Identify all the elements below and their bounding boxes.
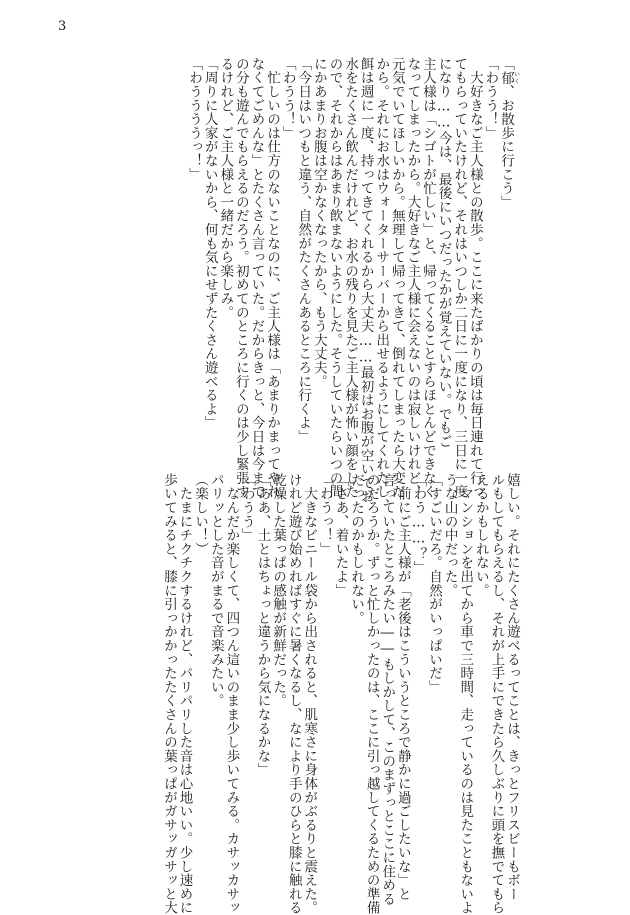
- text-line: 餌は週に一度、持ってきてくれるから大丈夫……最初はお腹が空いてお: [357, 57, 374, 504]
- text-line: 「すごいだろ。自然がいっぱいだ」: [426, 473, 443, 694]
- text-line: ので、それからはあまり飲まないようにした。そうしていたらいつの間: [326, 57, 343, 499]
- text-line: のだろうか。ずっと忙しかったのは、ここに引っ越してくるための準備: [363, 473, 380, 915]
- text-line: になり……今は、最後にいつだったかが覚えていない。でもご: [435, 57, 452, 449]
- text-line: えるかもしれない。: [472, 473, 489, 598]
- text-line: なくてごめんな」とたくさん言っていた。だからきっと、今日は今まで: [248, 57, 265, 499]
- text-line: てもらっていたけれど、それはいつしか二日に一度になり、三日に一度: [451, 57, 468, 499]
- text-line: なんだか楽しくて、四つん這いのまま少し歩いてみる。カサッカサッ: [223, 473, 240, 915]
- text-line: 「わう……？」: [410, 473, 427, 575]
- text-line: パリッとした音がまるで音楽みたい。: [207, 473, 224, 708]
- text-line: 嬉しい。それにたくさん遊べるってことは、きっとフリスビーもボー: [504, 473, 520, 901]
- text-line: の分も遊んでもらえるのだろう。初めてのところに行くのは少し緊張す: [232, 57, 249, 499]
- top-text-block: [186, 57, 520, 513]
- text-line: たまにチクチクするけれど、パリパリした音は心地いい。少し速めに: [176, 473, 193, 915]
- text-line: 「さあ、着いたよ」: [332, 473, 349, 598]
- text-line: 大好きなご主人様との散歩。ここに来たばかりの頃は毎日連れて行っ: [466, 57, 483, 499]
- text-line: 「わうっ！」: [316, 473, 333, 556]
- text-line: 「ああ、土とはちょっと違うから気になるかな」: [254, 473, 271, 777]
- text-line: 水をたくさん飲んだけれど、お水の残りを見たご主人様が怖い顔をした: [342, 57, 359, 499]
- text-line: だったのかもしれない。: [348, 473, 365, 625]
- text-line: 「郁いく、お散歩に行こう」: [498, 57, 520, 209]
- text-line: から。それにお水はウォーターサーバーから出せるようにしてくれたし、: [373, 57, 390, 513]
- text-line: 元気でいてほしいから。無理して帰ってきて、倒れてしまったら大変だ: [388, 57, 405, 499]
- text-line: 歩いてみると、膝に引っかかったたくさんの葉っぱがガサッガサッと大: [160, 473, 177, 915]
- text-line: 言っていたところみたい――もしかして、このまずっとここに住める: [379, 473, 396, 906]
- text-line: 「わうう！」: [279, 57, 296, 140]
- text-line: るけれど、ご主人様と一緒だから楽しみ。: [217, 57, 234, 320]
- text-line: 大きなビニール袋から出されると、肌寒さに身体がぶるりと震えた。: [301, 473, 318, 915]
- text-line: けれど遊び始めればすぐに暑くなるし、なにより手のひらと膝に触れる: [285, 473, 302, 915]
- text-line: マンションを出てから車で三時間、走っているのは見たこともないよ: [457, 473, 474, 915]
- text-line: 「わううううっ！」: [186, 57, 203, 182]
- bottom-text-block: [160, 473, 520, 915]
- text-line: にかあまりお腹は空かなくなったから、もう大丈夫。: [310, 57, 327, 389]
- text-line: 「今日はいつもと違う、自然がたくさんあるところに行くよ」: [295, 57, 312, 444]
- text-line: 主人様は「シゴトが忙しい」と、帰ってくることすらほとんどできなく: [420, 57, 437, 499]
- text-line: ルもしてもらえるし、それが上手にできたら久しぶりに頭を撫でてもら: [488, 473, 505, 915]
- page-number: 3: [58, 19, 67, 34]
- text-line: なってしまったから。大好きなご主人様に会えないのは寂しいけれど、: [404, 57, 421, 499]
- text-line: 「わうう」: [238, 473, 255, 542]
- text-line: うな山の中だった。: [441, 473, 458, 598]
- text-line: 「周りに人家がないから、何も気にせずたくさん遊べるよ」: [201, 57, 218, 430]
- text-line: （楽しい！）: [192, 473, 209, 556]
- text-line: 前にご主人様が「老後はこういうところで静かに過ごしたいな」と: [394, 473, 411, 901]
- text-line: 乾燥した葉っぱの感触が新鮮だった。: [270, 473, 287, 708]
- text-line: 忙しいのは仕方のないことなのに、ご主人様は「あまりかまってやれ: [264, 57, 281, 499]
- text-line: 「わうう！」: [482, 57, 499, 140]
